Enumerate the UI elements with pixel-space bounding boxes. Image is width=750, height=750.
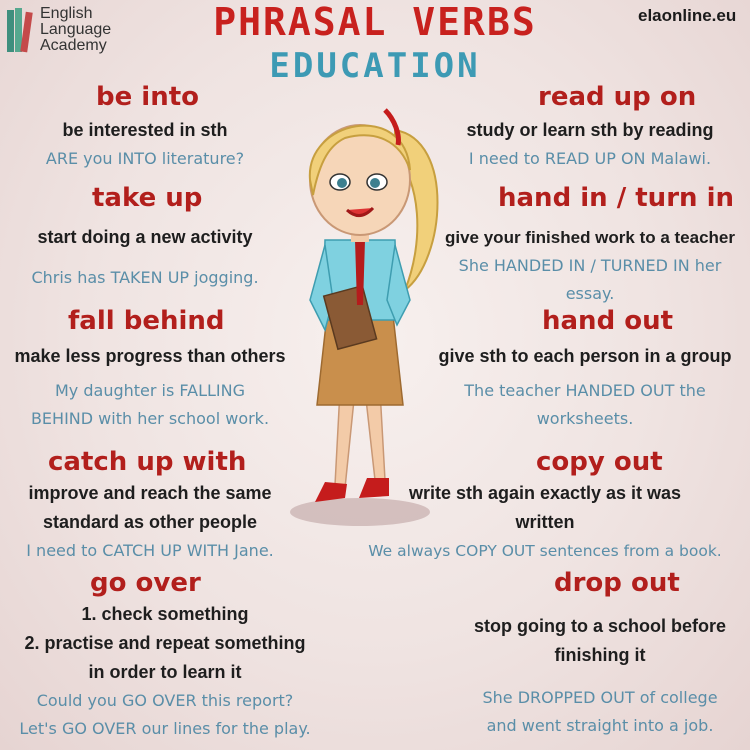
definition: 1. check something (81, 604, 249, 624)
definition: give sth to each person in a group (438, 346, 732, 366)
entry-be-into (0, 82, 290, 173)
entry-read-up-on (430, 82, 750, 173)
definition: be interested in sth (62, 120, 228, 140)
entry-drop-out (450, 568, 750, 740)
definition: make less progress than others (14, 346, 286, 366)
example: and went straight into a job. (486, 716, 714, 735)
entry-take-up (0, 183, 290, 292)
definition: written (515, 512, 575, 532)
site-url: elaonline.eu (638, 6, 737, 25)
example: Could you GO OVER this report? (36, 691, 294, 710)
definition: give your finished work to a teacher (444, 228, 736, 247)
verb-label: fall behind (68, 306, 225, 336)
verb-label: read up on (538, 82, 697, 112)
page-title: PHRASAL VERBS (213, 0, 537, 44)
example: worksheets. (536, 409, 634, 428)
definition: start doing a new activity (37, 227, 253, 247)
example: She DROPPED OUT of college (482, 688, 718, 707)
example: I need to READ UP ON Malawi. (468, 149, 712, 168)
example: She HANDED IN / TURNED IN her (458, 256, 722, 275)
verb-label: hand in / turn in (498, 183, 734, 213)
logo (6, 4, 136, 56)
example: We always COPY OUT sentences from a book. (368, 542, 722, 560)
definition: standard as other people (42, 512, 258, 532)
verb-label: catch up with (48, 447, 247, 477)
verb-label: be into (96, 82, 200, 112)
verb-label: copy out (536, 447, 663, 477)
logo-line-1: English (40, 5, 93, 22)
entry-hand-in-turn-in (430, 183, 750, 308)
entry-catch-up-with (0, 447, 300, 565)
verb-label: hand out (542, 306, 674, 336)
logo-line-3: Academy (40, 37, 107, 54)
example: Let's GO OVER our lines for the play. (19, 719, 311, 738)
definition: finishing it (554, 645, 646, 665)
example: ARE you INTO literature? (45, 149, 245, 168)
example: Chris has TAKEN UP jogging. (31, 268, 259, 287)
page-subtitle: EDUCATION (269, 46, 481, 86)
entry-copy-out (340, 447, 750, 565)
example: essay. (565, 284, 615, 303)
definition: study or learn sth by reading (466, 120, 714, 140)
logo-line-2: Language (40, 21, 112, 38)
verb-label: take up (92, 183, 203, 213)
verb-label: drop out (554, 568, 680, 598)
definition: in order to learn it (88, 662, 242, 682)
entry-fall-behind (0, 306, 300, 433)
books-icon (6, 6, 36, 54)
definition: write sth again exactly as it was (408, 483, 682, 503)
definition: stop going to a school before (474, 616, 726, 636)
example: BEHIND with her school work. (30, 409, 270, 428)
definition: 2. practise and repeat something (24, 633, 306, 653)
entry-go-over (0, 568, 330, 743)
entry-hand-out (420, 306, 750, 433)
example: The teacher HANDED OUT the (464, 381, 706, 400)
definition: improve and reach the same (28, 483, 272, 503)
example: I need to CATCH UP WITH Jane. (26, 541, 274, 560)
verb-label: go over (90, 568, 201, 598)
example: My daughter is FALLING (55, 381, 245, 400)
